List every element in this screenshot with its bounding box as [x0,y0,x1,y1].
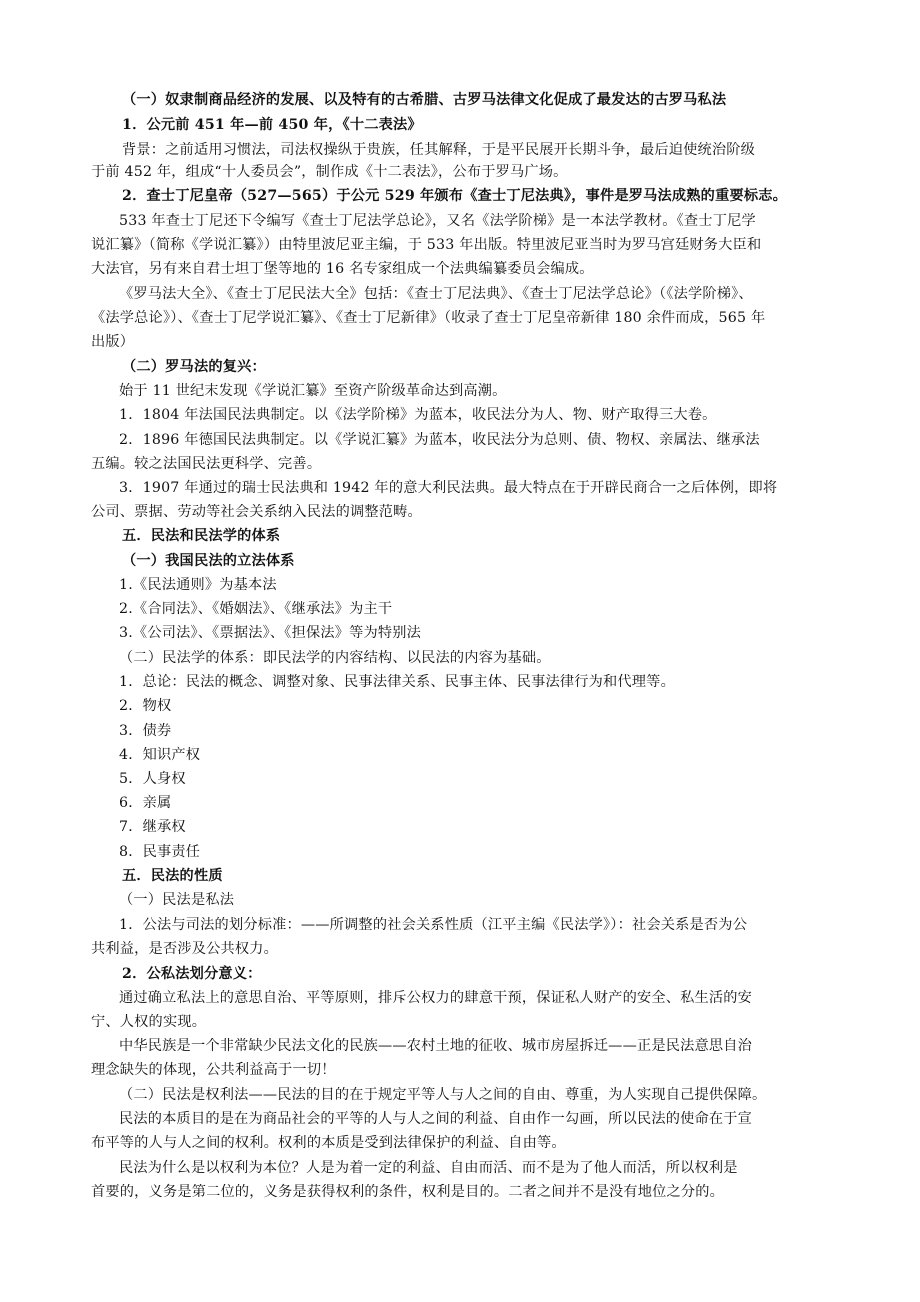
subheading: 2．查士丁尼皇帝（527—565）于公元 529 年颁布《查士丁尼法典》，事件是罗马法成熟的重要标志。 [122,188,788,204]
section-heading: 五．民法的性质 [122,868,223,884]
list-item: 3．1907 年通过的瑞士民法典和 1942 年的意大利民法典。最大特点在于开辟民商合一之后体例，即将 [119,480,778,496]
paragraph-line: 布平等的人与人之间的权利。权利的本质是受到法律保护的利益、自由等。 [91,1135,566,1151]
paragraph-line: 共利益，是否涉及公共权力。 [91,941,279,957]
list-item: 7．继承权 [119,819,186,835]
paragraph-line: 民法为什么是以权利为本位？人是为着一定的利益、自由而活、而不是为了他人而活，所以权利是 [119,1160,738,1176]
subheading: 1．公元前 451 年—前 450 年，《十二表法》 [122,117,422,133]
paragraph-line: 出版） [91,334,135,350]
list-item: 1．总论：民法的概念、调整对象、民事法律关系、民事主体、民事法律行为和代理等。 [119,674,675,690]
section-heading: 五．民法和民法学的体系 [122,528,281,544]
list-item: 2．物权 [119,698,172,714]
list-item: 1.《民法通则》为基本法 [119,577,277,593]
paragraph-line: 通过确立私法上的意思自治、平等原则，排斥公权力的肆意干预，保证私人财产的安全、私生活的安 [119,990,753,1006]
paragraph-line: 说汇纂》（简称《学说汇纂》）由特里波尼亚主编，于 533 年出版。特里波尼亚当时为罗马宫廷财务大臣和 [91,237,762,253]
paragraph-line: 背景：之前适用习惯法，司法权操纵于贵族，任其解释，于是平民展开长期斗争，最后迫使统治阶级 [122,142,756,158]
list-item: 4．知识产权 [119,747,201,763]
list-item: 3.《公司法》、《票据法》、《担保法》等为特别法 [119,625,422,641]
paragraph-line: 大法官，另有来自君士坦丁堡等地的 16 名专家组成一个法典编纂委员会编成。 [91,261,594,277]
paragraph-line: 宁、人权的实现。 [91,1014,207,1030]
paragraph-line: 于前 452 年，组成“十人委员会”，制作成《十二表法》，公布于罗马广场。 [91,164,568,180]
paragraph-line: 首要的，义务是第二位的，义务是获得权利的条件，权利是目的。二者之间并不是没有地位之分的。 [91,1184,725,1200]
subheading: （一）我国民法的立法体系 [122,553,295,569]
subheading: （二）民法学的体系：即民法学的内容结构、以民法的内容为基础。 [119,650,551,666]
list-item: 3．债券 [119,723,172,739]
subheading: 2．公私法划分意义： [122,966,262,982]
list-item: 1．1804 年法国民法典制定。以《法学阶梯》为蓝本，收民法分为人、物、财产取得三大卷。 [119,407,717,423]
paragraph-line: 理念缺失的体现，公共利益高于一切！ [91,1062,336,1078]
section-heading: （二）罗马法的复兴： [122,359,266,375]
paragraph-line: 1．公法与司法的划分标准：——所调整的社会关系性质（江平主编《民法学》）：社会关系是否为公 [119,917,748,933]
paragraph-line: 《罗马法大全》、《查士丁尼民法大全》包括：《查士丁尼法典》、《查士丁尼法学总论》（《法学阶梯》、 [119,286,753,302]
paragraph-line: 中华民族是一个非常缺少民法文化的民族——农村土地的征收、城市房屋拆迁——正是民法意思自治 [119,1038,753,1054]
list-item: 8．民事责任 [119,844,201,860]
paragraph-line: 公司、票据、劳动等社会关系纳入民法的调整范畴。 [91,504,422,520]
section-heading: （一）奴隶制商品经济的发展、以及特有的古希腊、古罗马法律文化促成了最发达的古罗马私法 [122,92,727,108]
paragraph-line: 《法学总论》）、《查士丁尼学说汇纂》、《查士丁尼新律》（收录了查士丁尼皇帝新律 180 余件而成，565 年 [91,310,766,326]
list-item: 5．人身权 [119,771,186,787]
list-item: 2.《合同法》、《婚姻法》、《继承法》为主干 [119,601,393,617]
list-item: 2．1896 年德国民法典制定。以《学说汇纂》为蓝本，收民法分为总则、债、物权、亲属法、继承法 [119,432,760,448]
paragraph-line: 五编。较之法国民法更科学、完善。 [91,456,322,472]
subheading: （一）民法是私法 [119,892,235,908]
paragraph-line: 533 年查士丁尼还下令编写《查士丁尼法学总论》，又名《法学阶梯》是一本法学教材。《查士丁尼学 [119,213,756,229]
paragraph-line: 始于 11 世纪末发现《学说汇纂》至资产阶级革命达到高潮。 [119,383,507,399]
subheading: （二）民法是权利法——民法的目的在于规定平等人与人之间的自由、尊重，为人实现自己提供保障。 [119,1087,767,1103]
paragraph-line: 民法的本质目的是在为商品社会的平等的人与人之间的利益、自由作一勾画，所以民法的使命在于宣 [119,1111,753,1127]
list-item: 6．亲属 [119,795,172,811]
